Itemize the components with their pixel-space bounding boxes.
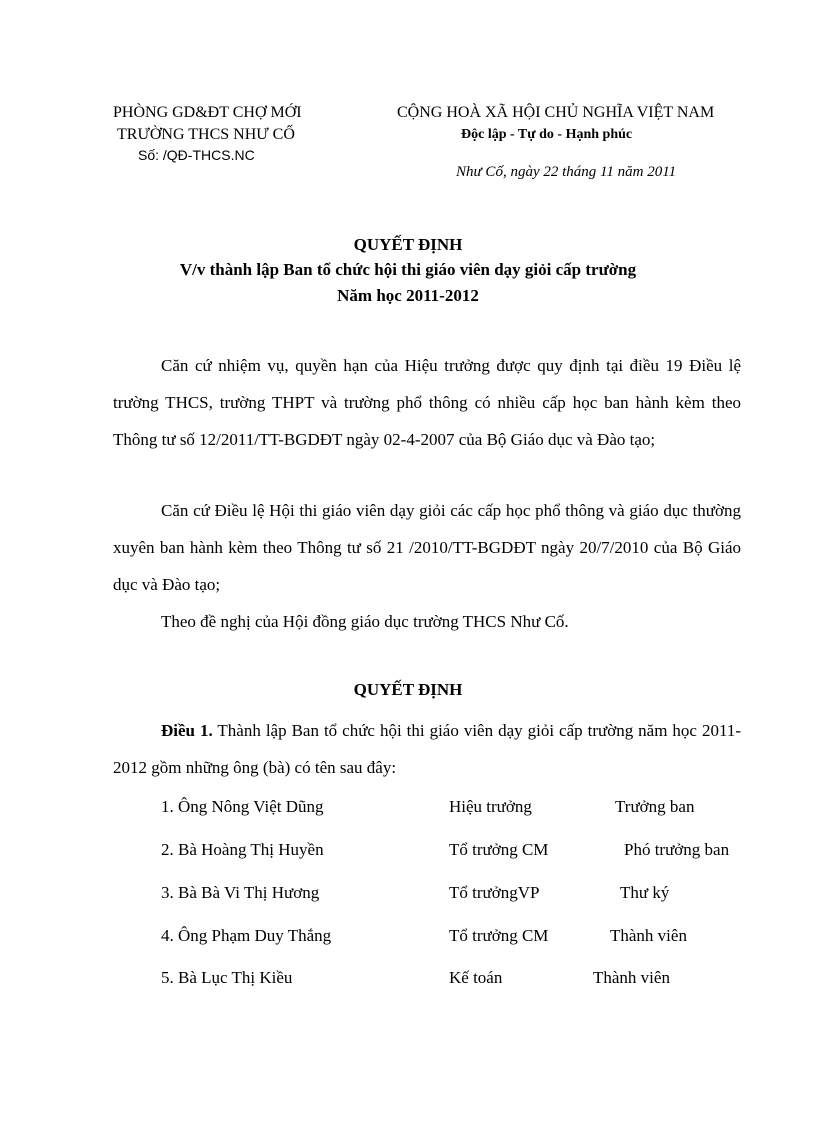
member-position: Tổ trưởng CM xyxy=(449,926,549,945)
member-name: 2. Bà Hoàng Thị Huyền xyxy=(161,840,324,859)
document-number: Số: /QĐ-THCS.NC xyxy=(138,147,255,163)
member-position: Hiệu trưởng xyxy=(449,797,532,816)
proposal-basis: Theo đề nghị của Hội đồng giáo dục trường THCS Như Cố. xyxy=(161,612,569,631)
article-1-label: Điều 1. xyxy=(161,721,213,740)
document-title: QUYẾT ĐỊNH xyxy=(353,235,463,254)
school-name: TRƯỜNG THCS NHƯ CỐ xyxy=(117,126,295,143)
member-name: 5. Bà Lục Thị Kiều xyxy=(161,968,293,987)
issue-date: Như Cố, ngày 22 tháng 11 năm 2011 xyxy=(456,164,677,180)
legal-basis-2: Căn cứ Điều lệ Hội thi giáo viên dạy giỏi các cấp học phổ thông và giáo dục thường xuyên ban hành kèm theo Thông tư số 21 /2010/TT-BGDĐT ngày 20/7/2010 của Bộ Giáo dục và Đào tạo; xyxy=(113,501,741,594)
member-role: Trưởng ban xyxy=(615,797,695,816)
document-subject: V/v thành lập Ban tổ chức hội thi giáo viên dạy giỏi cấp trường xyxy=(179,260,637,279)
national-motto: Độc lập - Tự do - Hạnh phúc xyxy=(461,127,633,142)
article-1-text: Thành lập Ban tổ chức hội thi giáo viên dạy giỏi cấp trường năm học 2011-2012 gồm những ông (bà) có tên sau đây: xyxy=(113,721,741,777)
member-role: Thành viên xyxy=(593,968,670,987)
national-title: CỘNG HOÀ XÃ HỘI CHỦ NGHĨA VIỆT NAM xyxy=(397,104,715,121)
legal-basis-1: Căn cứ nhiệm vụ, quyền hạn của Hiệu trưởng được quy định tại điều 19 Điều lệ trường THCS, trường THPT và trường phổ thông có nhiều cấp học ban hành kèm theo Thông tư số 12/2011/TT-BGDĐT ngày 02-4-2007 của Bộ Giáo dục và Đào tạo; xyxy=(113,356,741,449)
member-position: Tổ trưởngVP xyxy=(449,883,540,902)
member-role: Thành viên xyxy=(610,926,687,945)
member-role: Phó trưởng ban xyxy=(624,840,730,859)
member-position: Tổ trưởng CM xyxy=(449,840,549,859)
member-name: 3. Bà Bà Vi Thị Hương xyxy=(161,883,320,902)
member-name: 4. Ông Phạm Duy Thắng xyxy=(161,926,332,945)
member-name: 1. Ông Nông Việt Dũng xyxy=(161,797,324,816)
school-year: Năm học 2011-2012 xyxy=(337,286,479,305)
department-name: PHÒNG GD&ĐT CHỢ MỚI xyxy=(113,104,302,121)
article-1 xyxy=(113,712,741,786)
decision-heading: QUYẾT ĐỊNH xyxy=(353,680,463,699)
member-role: Thư ký xyxy=(620,883,670,902)
member-position: Kế toán xyxy=(449,968,503,987)
